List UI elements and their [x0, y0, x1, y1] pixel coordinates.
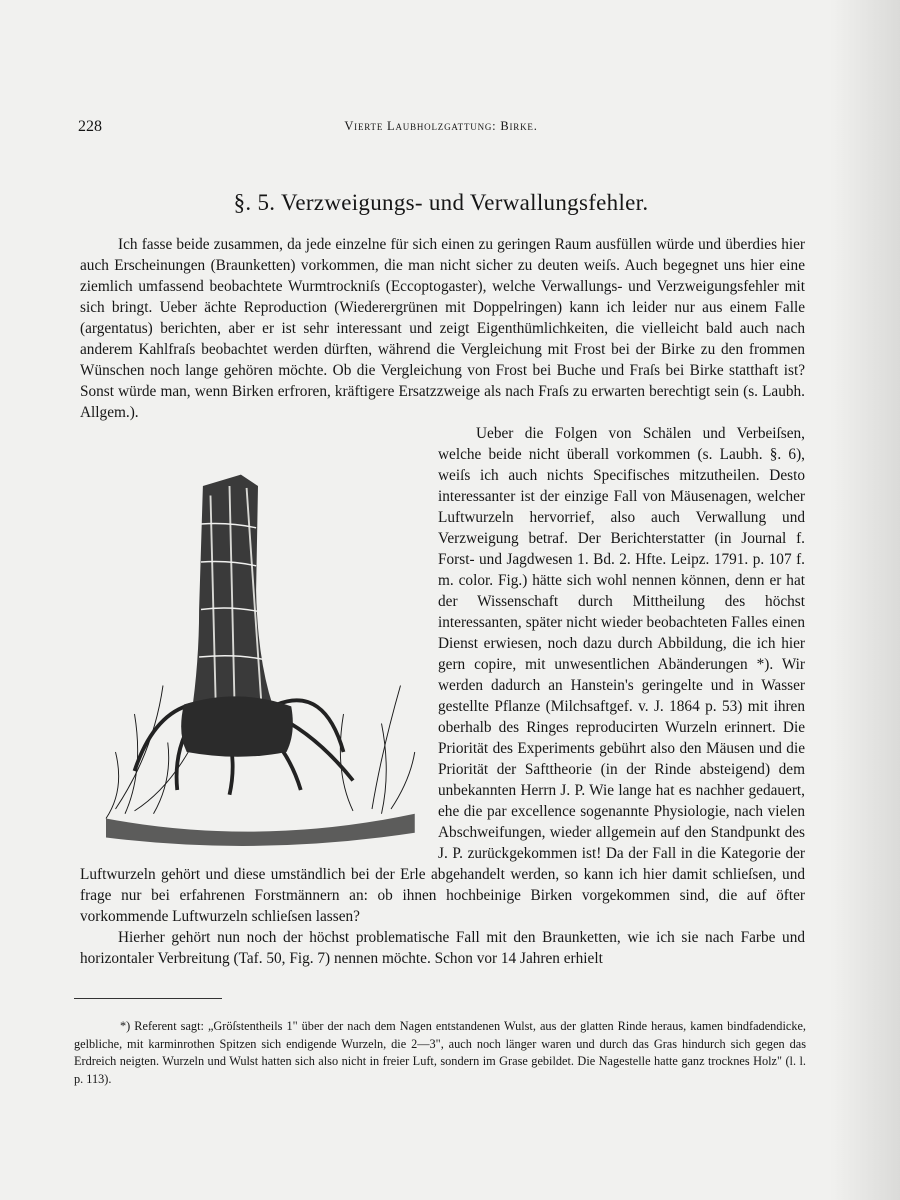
callus-bulge — [181, 696, 293, 756]
paragraph-3: Hierher gehört nun noch der höchst problematische Fall mit den Braunketten, wie ich sie nach Farbe und horizontaler Verbreitung (Taf. 50, Fig. 7) nennen möchte. Schon vor 14 Jahren erhielt — [80, 929, 805, 967]
running-title: Vierte Laubholzgattung: Birke. — [344, 119, 538, 133]
footnote-rule — [74, 998, 222, 999]
page-header — [78, 118, 804, 140]
section-title: §. 5. Verzweigungs- und Verwallungsfehler. — [233, 190, 649, 215]
paragraph-2: Ueber die Folgen von Schälen und Verbeiſsen, welche beide nicht überall vorkommen (s. Laubh. §. 6), weiſs ich auch nichts Specifisches mitzutheilen. Desto interessanter ist der einzige Fall von Mäusenagen, welcher Luftwurzeln hervorrief, also auch Verwallung und Verzweigung betraf. Der Berichterstatter (in Journal f. Forst- und Jagdwesen 1. Bd. 2. Hfte. Leipz. 1791. p. 107 f. m. color. Fig.) hätte sich wohl nennen können, denn er hat der Wissenschaft durch Mittheilung des höchst interessanten, später nicht wieder beobachteten Falles einen Dienst erwiesen, noch dazu durch Abbildung, die ich hier gern copire, mit unwesentlichen Abänderungen *). Wir werden dadurch an Hanstein's geringelte und in Wasser gestellte Pflanze (Milchsaftgef. v. J. 1864 p. 53) mit ihren oberhalb des Ringes reproducirten Wurzeln erinnert. Die Priorität des Experiments gebührt also den Mäusen und die Priorität der Safttheorie (in der Rinde absteigend) dem unbekannten Herrn J. P. Wie lange hat es nachher gedauert, ehe die par excellence sogenannte Physiologie, nach vielen Abschweifungen, wieder allgemein auf den Standpunkt des J. P. zurückgekommen ist! Da der Fall in die Kategorie der Luftwurzeln gehört und diese umständlich bei der Erle abgehandelt werden, so kann ich hier damit schlieſsen, und frage nur bei erfahrenen Forstmännern an: ob ihnen hochbeinige Birken vorgekommen sind, die auf öfter vorkommende Luftwurzeln schlieſsen lassen? — [80, 425, 805, 925]
page-edge-shadow — [830, 0, 900, 1200]
footnote-text: *) Referent sagt: „Gröſstentheils 1" über der nach dem Nagen entstandenen Wulst, aus der glatten Rinde heraus, kamen bindfadendicke, gelbliche, mit karminrothen Spitzen sich endigende Wurzeln, die 2—3", auch noch länger waren und durch das Gras hindurch sich gegen das Erdreich neigten. Wurzeln und Wulst hatten sich also nicht in freier Luft, sondern im Grase gebildet. Die Nagestelle hatte ganz trocknes Holz" (l. l. p. 113). — [74, 1019, 806, 1086]
paragraph-1: Ich fasse beide zusammen, da jede einzelne für sich einen zu geringen Raum ausfüllen würde und überdies hier auch Erscheinungen (Braunketten) vorkommen, die man nicht sicher zu deuten weiſs. Auch begegnet uns hier eine ziemlich umfassend beobachtete Wurmtrockniſs (Eccoptogaster), welche Verwallungs- und Verzweigungsfehler mit sich bringt. Ueber ächte Reproduction (Wiederergrünen mit Doppelringen) kann ich leider nur aus einem Falle (argentatus) berichten, aber er ist sehr interessant und zeigt Eigenthümlichkeiten, die vielleicht bald auch nach anderem Kahlfraſs beobachtet werden dürften, während die Vergleichung mit Frost bei der Birke zu den frommen Wünschen noch lange gehören möchte. Ob die Vergleichung von Frost bei Buche und Fraſs bei Birke statthaft ist? Sonst würde man, wenn Birken erfroren, kräftigere Ersatzzweige als nach Fraſs zu erwarten berechtigt sein (s. Laubh. Allgem.). — [80, 236, 805, 421]
footnote — [74, 1018, 806, 1088]
page-number: 228 — [78, 118, 102, 135]
paragraph-2-block — [80, 423, 805, 969]
body-text — [80, 234, 805, 423]
ground — [106, 814, 415, 846]
birch-stump-figure — [88, 467, 428, 847]
